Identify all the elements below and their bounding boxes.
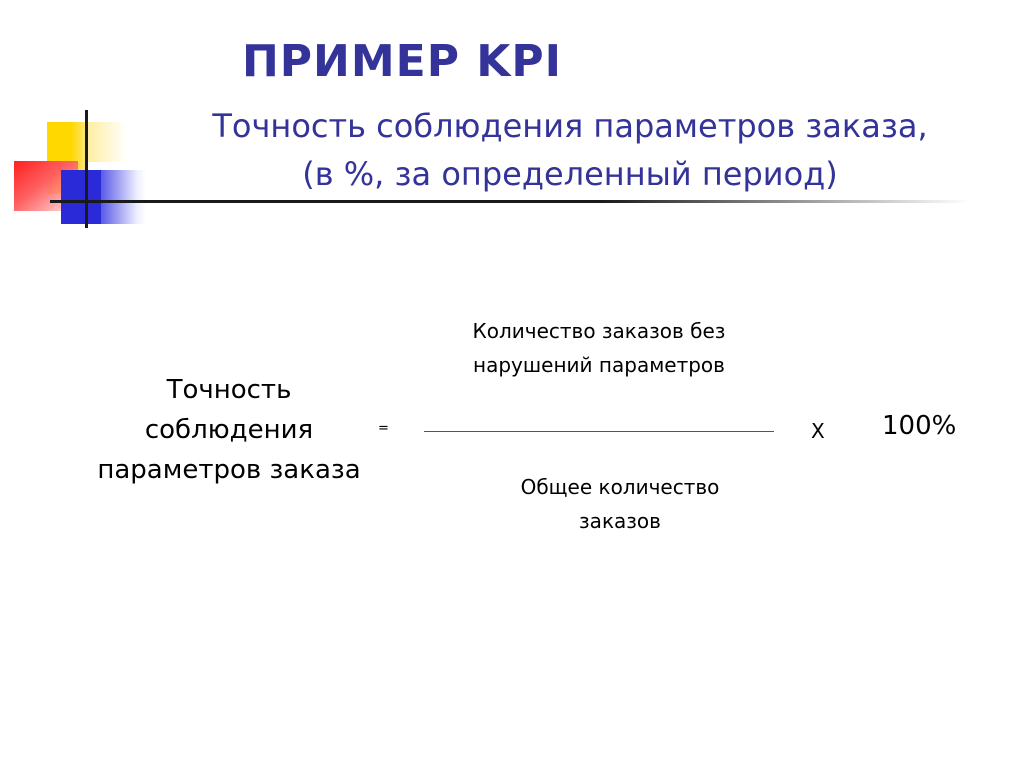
fraction-bar <box>424 431 774 432</box>
formula-left-side <box>76 370 382 490</box>
numerator-line-2: нарушений параметров <box>473 353 725 377</box>
multiplier-value: 100% <box>882 411 957 441</box>
blue-square-decoration <box>61 170 101 224</box>
subtitle-line-1: Точность соблюдения параметров заказа, <box>212 107 928 145</box>
numerator-line-1: Количество заказов без <box>472 319 726 343</box>
denominator-line-2: заказов <box>579 509 661 533</box>
vertical-rule <box>85 110 88 228</box>
slide-subtitle <box>160 102 980 198</box>
lhs-line-3: параметров заказа <box>97 455 361 485</box>
multiply-sign: X <box>811 419 825 443</box>
formula-denominator <box>470 470 770 538</box>
equals-sign: = <box>378 421 389 436</box>
slide-title <box>0 36 1024 87</box>
yellow-fade-decoration <box>87 122 127 162</box>
blue-fade-decoration <box>101 170 146 224</box>
formula-numerator <box>424 314 774 382</box>
denominator-line-1: Общее количество <box>520 475 720 499</box>
lhs-line-1: Точность <box>166 375 292 405</box>
horizontal-rule <box>50 200 970 203</box>
lhs-line-2: соблюдения <box>144 415 314 445</box>
slide-title-text: ПРИМЕР KPI <box>241 36 563 87</box>
subtitle-line-2: (в %, за определенный период) <box>302 155 838 193</box>
